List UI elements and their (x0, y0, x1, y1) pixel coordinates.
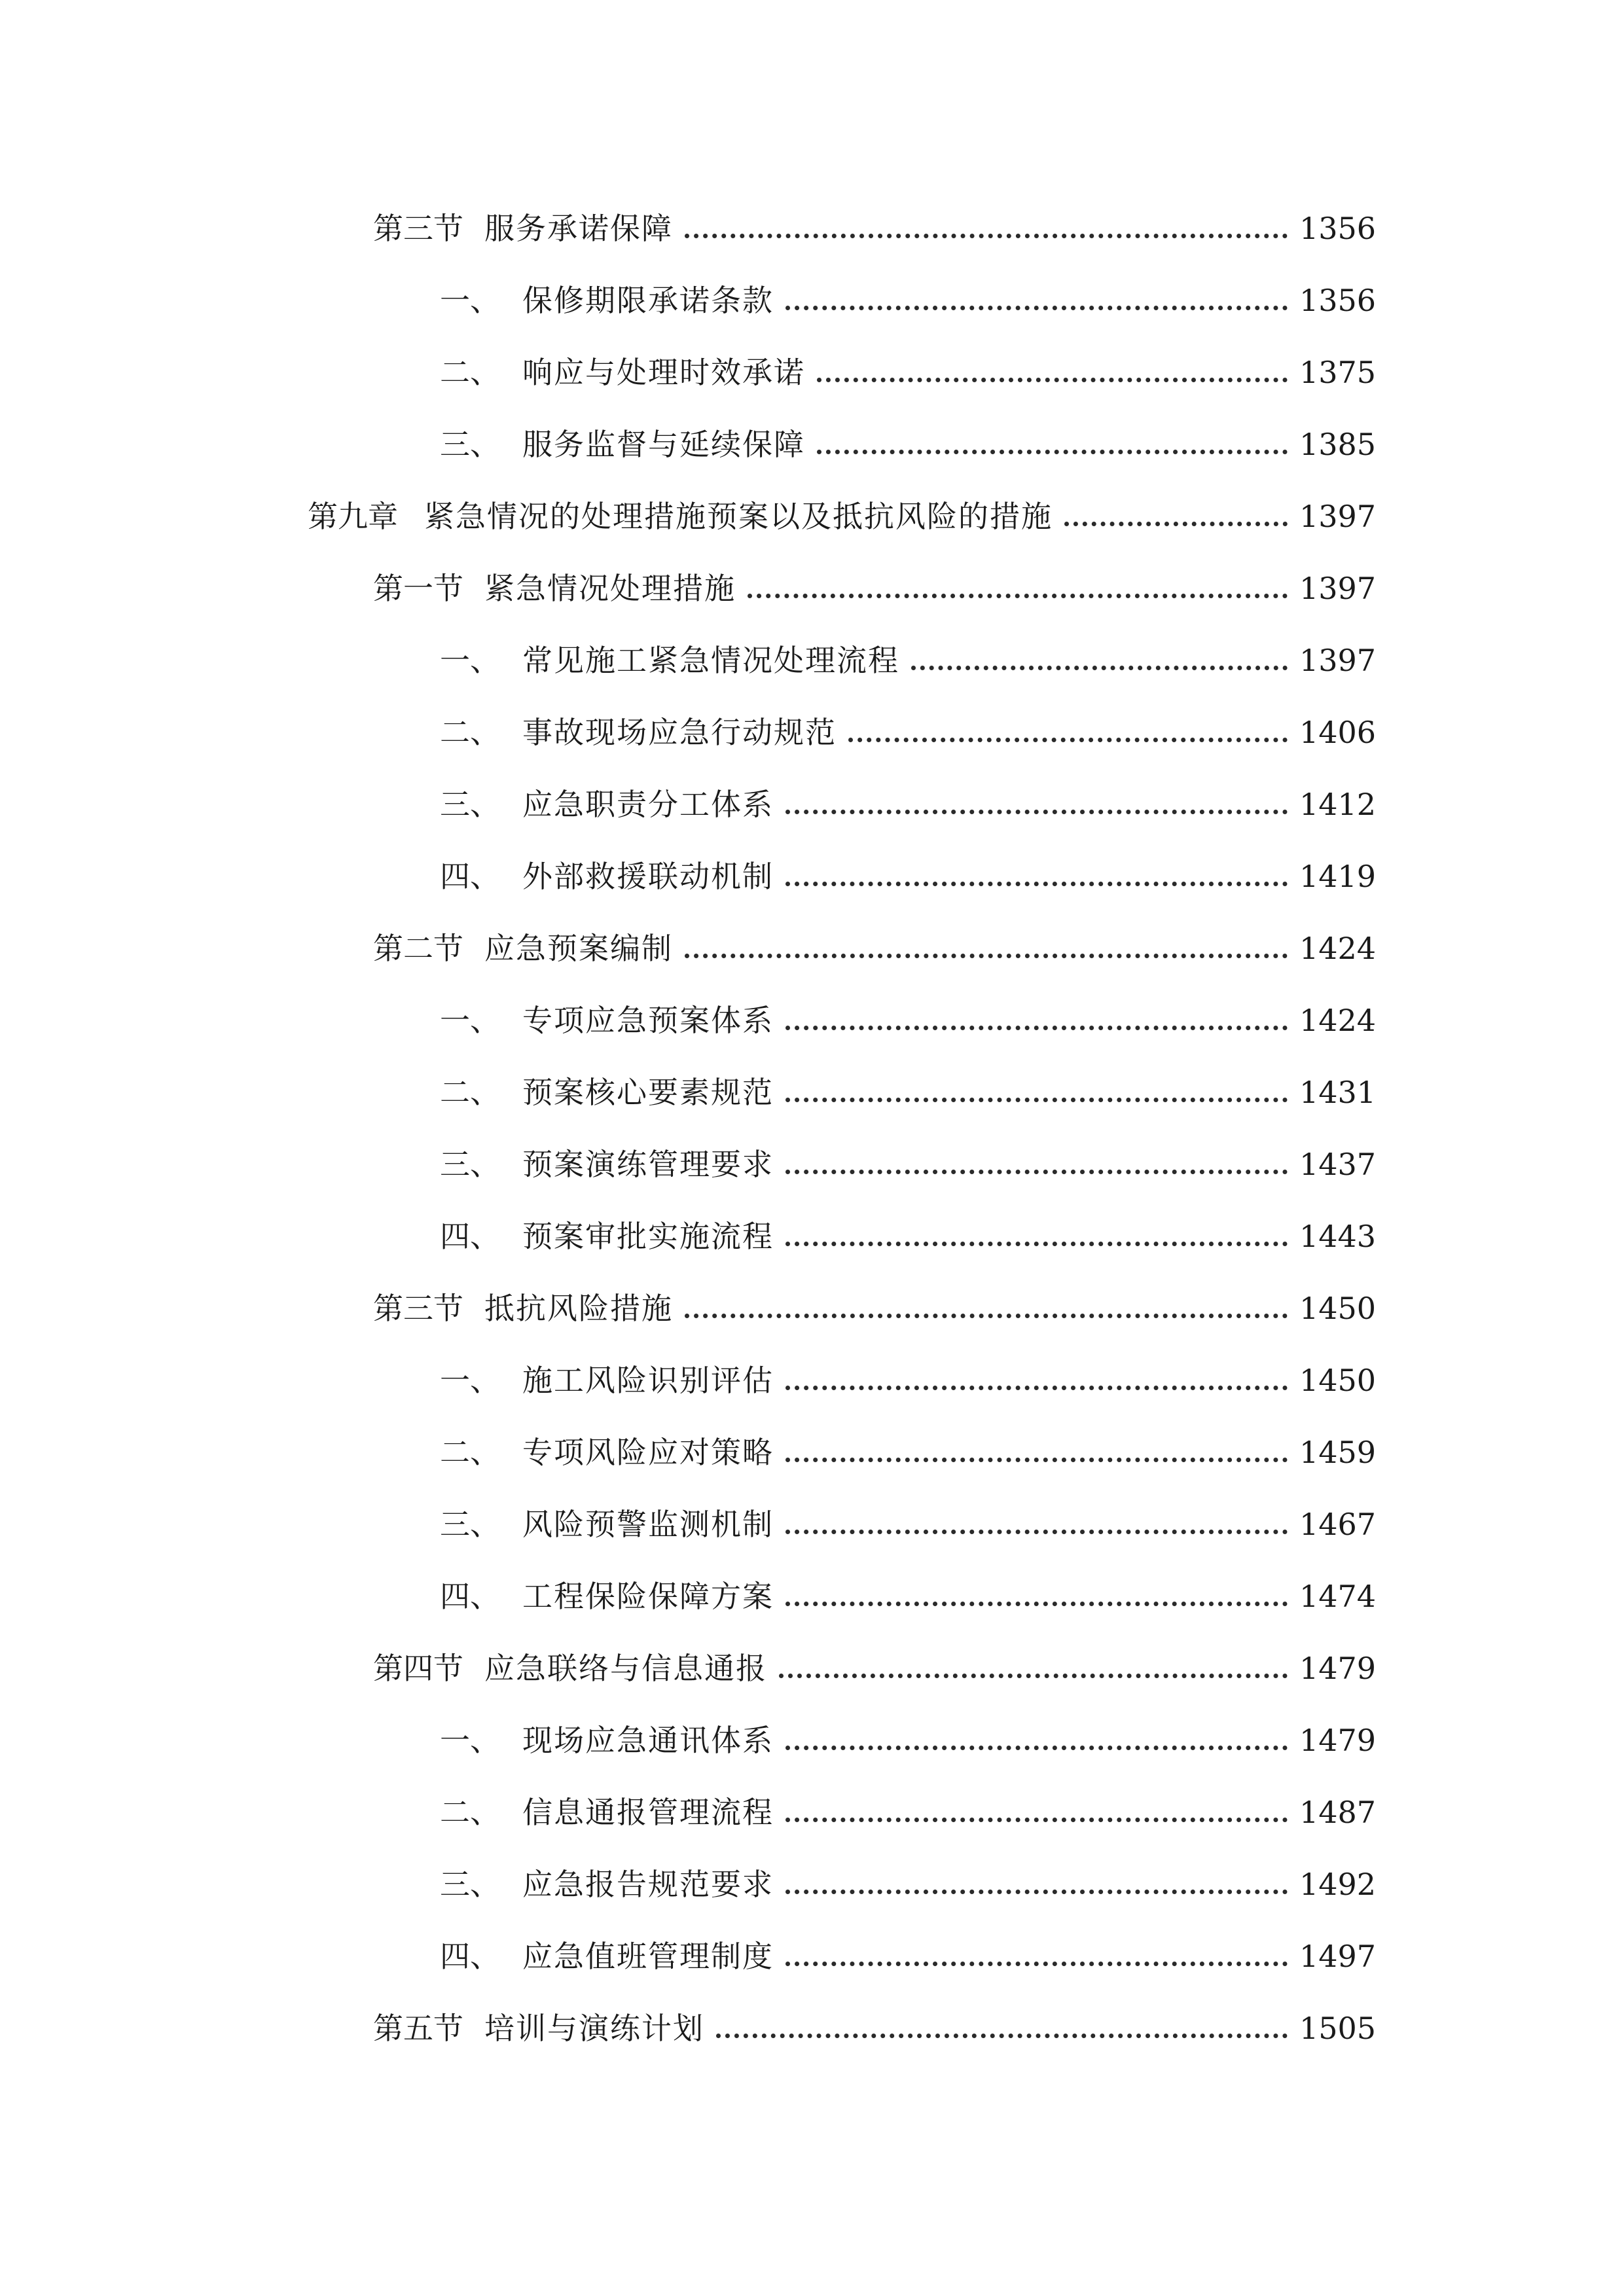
toc-entry-title: 施工风险识别评估 (522, 1363, 774, 1398)
toc-entry-item[interactable] (440, 412, 1377, 462)
toc-entry-item[interactable] (440, 628, 1377, 678)
toc-entry-section[interactable] (373, 556, 1377, 606)
toc-entry-title: 风险预警监测机制 (522, 1507, 774, 1542)
toc-entry-number: 第一节 (373, 571, 463, 606)
toc-entry-title: 预案演练管理要求 (522, 1147, 774, 1182)
dot-leader (785, 882, 1288, 886)
toc-entry-title: 工程保险保障方案 (522, 1579, 774, 1614)
toc-entry-page: 1431 (1299, 1075, 1377, 1110)
toc-entry-number: 一、 (440, 1363, 500, 1398)
toc-entry-chapter[interactable] (308, 484, 1377, 534)
toc-entry-item[interactable] (440, 700, 1377, 750)
toc-entry-title: 专项应急预案体系 (522, 1003, 774, 1038)
dot-leader (785, 1386, 1288, 1390)
toc-entry-item[interactable] (440, 1060, 1377, 1110)
dot-leader (785, 306, 1288, 310)
toc-entry-number: 一、 (440, 1003, 500, 1038)
toc-entry-title: 现场应急通讯体系 (522, 1723, 774, 1758)
toc-entry-section[interactable] (373, 196, 1377, 246)
toc-entry-page: 1487 (1299, 1795, 1377, 1830)
dot-leader (748, 594, 1288, 598)
toc-entry-page: 1375 (1299, 355, 1377, 390)
dot-leader (785, 810, 1288, 814)
dot-leader (785, 1818, 1288, 1822)
toc-entry-page: 1397 (1299, 499, 1377, 534)
toc-entry-page: 1406 (1299, 715, 1377, 750)
toc-entry-page: 1397 (1299, 643, 1377, 678)
toc-entry-number: 三、 (440, 787, 500, 822)
toc-entry-title: 常见施工紧急情况处理流程 (522, 643, 899, 678)
toc-entry-number: 三、 (440, 1507, 500, 1542)
dot-leader (785, 1530, 1288, 1534)
toc-entry-title: 保修期限承诺条款 (522, 283, 774, 318)
toc-entry-page: 1450 (1299, 1363, 1377, 1398)
toc-entry-item[interactable] (440, 1708, 1377, 1758)
toc-entry-item[interactable] (440, 772, 1377, 822)
toc-entry-section[interactable] (373, 916, 1377, 966)
toc-entry-number: 二、 (440, 355, 500, 390)
toc-entry-number: 四、 (440, 1579, 500, 1614)
toc-entry-title: 预案核心要素规范 (522, 1075, 774, 1110)
toc-entry-title: 紧急情况处理措施 (484, 571, 736, 606)
toc-entry-title: 外部救援联动机制 (522, 859, 774, 894)
dot-leader (785, 1746, 1288, 1750)
toc-entry-page: 1443 (1299, 1219, 1377, 1254)
dot-leader (785, 1890, 1288, 1894)
toc-entry-title: 应急预案编制 (484, 931, 673, 966)
toc-entry-title: 服务承诺保障 (484, 211, 673, 246)
toc-entry-number: 二、 (440, 715, 500, 750)
toc-entry-number: 第四节 (373, 1651, 463, 1686)
dot-leader (716, 2034, 1288, 2038)
toc-entry-page: 1412 (1299, 787, 1377, 822)
toc-entry-item[interactable] (440, 340, 1377, 390)
toc-entry-item[interactable] (440, 1204, 1377, 1254)
toc-entry-page: 1450 (1299, 1291, 1377, 1326)
toc-entry-item[interactable] (440, 844, 1377, 894)
toc-entry-number: 一、 (440, 1723, 500, 1758)
toc-entry-section[interactable] (373, 1636, 1377, 1686)
toc-entry-section[interactable] (373, 1276, 1377, 1326)
dot-leader (848, 738, 1288, 742)
toc-entry-number: 二、 (440, 1075, 500, 1110)
toc-entry-item[interactable] (440, 1348, 1377, 1398)
dot-leader (785, 1242, 1288, 1246)
toc-entry-title: 服务监督与延续保障 (522, 427, 805, 462)
toc-entry-page: 1474 (1299, 1579, 1377, 1614)
toc-entry-page: 1479 (1299, 1651, 1377, 1686)
toc-entry-page: 1397 (1299, 571, 1377, 606)
toc-entry-item[interactable] (440, 1780, 1377, 1830)
toc-entry-title: 培训与演练计划 (484, 2011, 704, 2046)
dot-leader (785, 1170, 1288, 1174)
toc-entry-title: 应急联络与信息通报 (484, 1651, 767, 1686)
toc-entry-item[interactable] (440, 1564, 1377, 1614)
toc-entry-page: 1437 (1299, 1147, 1377, 1182)
dot-leader (785, 1602, 1288, 1606)
toc-entry-title: 事故现场应急行动规范 (522, 715, 837, 750)
toc-entry-page: 1497 (1299, 1939, 1377, 1974)
toc-entry-title: 紧急情况的处理措施预案以及抵抗风险的措施 (424, 499, 1053, 534)
toc-entry-number: 二、 (440, 1435, 500, 1470)
toc-entry-page: 1385 (1299, 427, 1377, 462)
toc-entry-title: 信息通报管理流程 (522, 1795, 774, 1830)
toc-entry-number: 一、 (440, 643, 500, 678)
toc-entry-number: 一、 (440, 283, 500, 318)
toc-entry-page: 1356 (1299, 211, 1377, 246)
dot-leader (785, 1026, 1288, 1030)
toc-entry-number: 第五节 (373, 2011, 463, 2046)
toc-entry-title: 专项风险应对策略 (522, 1435, 774, 1470)
toc-entry-number: 三、 (440, 1147, 500, 1182)
toc-entry-item[interactable] (440, 1924, 1377, 1974)
toc-entry-number: 四、 (440, 1939, 500, 1974)
toc-entry-page: 1356 (1299, 283, 1377, 318)
toc-entry-title: 应急值班管理制度 (522, 1939, 774, 1974)
toc-entry-page: 1479 (1299, 1723, 1377, 1758)
toc-entry-page: 1492 (1299, 1867, 1377, 1902)
dot-leader (817, 450, 1288, 454)
toc-entry-number: 四、 (440, 859, 500, 894)
toc-entry-title: 响应与处理时效承诺 (522, 355, 805, 390)
dot-leader (685, 954, 1288, 958)
toc-entry-number: 第二节 (373, 931, 463, 966)
dot-leader (1064, 522, 1288, 526)
dot-leader (911, 666, 1288, 670)
toc-entry-number: 第三节 (373, 1291, 463, 1326)
toc-entry-number: 三、 (440, 427, 500, 462)
toc-entry-item[interactable] (440, 1132, 1377, 1182)
toc-entry-item[interactable] (440, 1492, 1377, 1542)
dot-leader (785, 1098, 1288, 1102)
toc-entry-page: 1419 (1299, 859, 1377, 894)
dot-leader (785, 1458, 1288, 1462)
dot-leader (685, 1314, 1288, 1318)
toc-entry-title: 预案审批实施流程 (522, 1219, 774, 1254)
toc-entry-title: 应急职责分工体系 (522, 787, 774, 822)
toc-entry-item[interactable] (440, 1852, 1377, 1902)
toc-entry-number: 三、 (440, 1867, 500, 1902)
toc-entry-number: 二、 (440, 1795, 500, 1830)
toc-entry-page: 1459 (1299, 1435, 1377, 1470)
toc-entry-page: 1424 (1299, 1003, 1377, 1038)
dot-leader (779, 1674, 1288, 1678)
toc-entry-page: 1505 (1299, 2011, 1377, 2046)
dot-leader (817, 378, 1288, 382)
dot-leader (785, 1962, 1288, 1966)
toc-entry-title: 应急报告规范要求 (522, 1867, 774, 1902)
toc-entry-number: 第三节 (373, 211, 463, 246)
toc-entry-section[interactable] (373, 1996, 1377, 2046)
toc-entry-number: 第九章 (308, 499, 398, 534)
toc-entry-item[interactable] (440, 268, 1377, 318)
dot-leader (685, 234, 1288, 238)
toc-entry-page: 1424 (1299, 931, 1377, 966)
toc-entry-item[interactable] (440, 988, 1377, 1038)
toc-entry-item[interactable] (440, 1420, 1377, 1470)
toc-entry-page: 1467 (1299, 1507, 1377, 1542)
toc-entry-title: 抵抗风险措施 (484, 1291, 673, 1326)
toc-entry-number: 四、 (440, 1219, 500, 1254)
